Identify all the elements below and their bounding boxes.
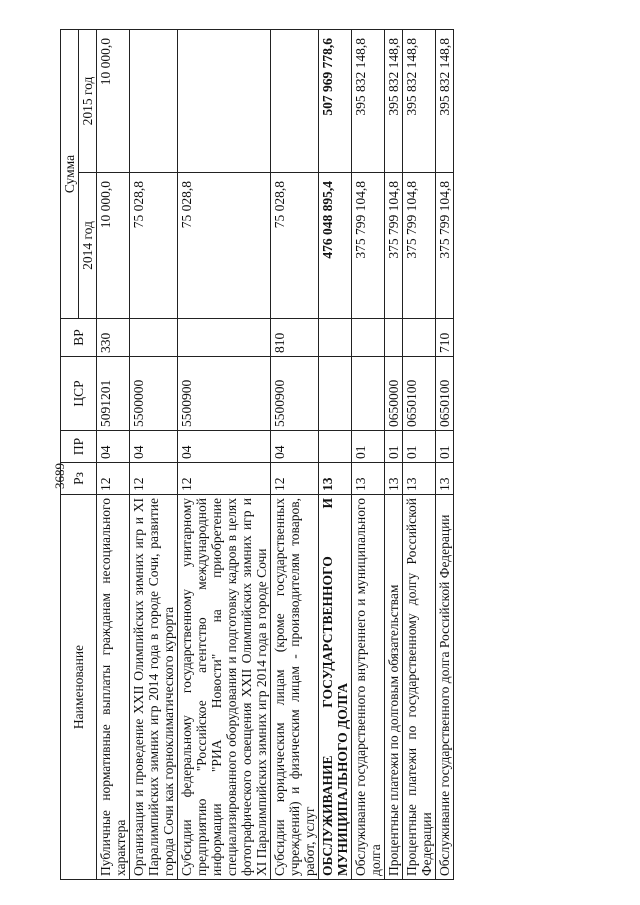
row-csr [352,357,385,431]
row-csr: 5500900 [271,357,319,431]
table-row [271,29,319,879]
row-sum-2014: 375 799 104,8 [385,173,403,319]
row-sum-2015: 395 832 148,8 [436,29,454,172]
row-pr: 01 [352,431,385,463]
row-rz: 12 [97,463,130,495]
row-sum-2015: 395 832 148,8 [385,29,403,172]
row-vr [178,319,271,357]
row-sum-2015: 507 969 778,6 [319,29,352,172]
row-sum-2014: 476 048 895,4 [319,173,352,319]
row-sum-2015: 395 832 148,8 [352,29,385,172]
row-pr: 04 [178,431,271,463]
header-csr: ЦСР [61,357,97,431]
row-pr [319,431,352,463]
row-sum-2015: 395 832 148,8 [403,29,436,172]
row-name: Публичные нормативные выплаты гражданам несоциального характера [97,495,130,880]
row-rz: 12 [271,463,319,495]
header-name: Наименование [61,495,97,880]
row-csr: 0650100 [403,357,436,431]
header-rz: Рз [61,463,97,495]
row-sum-2014: 75 028,8 [130,173,178,319]
row-pr: 01 [403,431,436,463]
header-2015: 2015 год [79,29,97,172]
row-name: ОБСЛУЖИВАНИЕ ГОСУДАРСТВЕННОГО И МУНИЦИПАЛЬНОГО ДОЛГА [319,495,352,880]
header-sum: Сумма [61,29,79,318]
row-sum-2015: 10 000,0 [97,29,130,172]
row-csr: 0650000 [385,357,403,431]
header-vr: ВР [61,319,97,357]
budget-table [60,29,454,880]
table-body [97,29,454,879]
row-csr [319,357,352,431]
row-name: Субсидии юридическим лицам (кроме государственных учреждений) и физическим лицам - производителям товаров, работ, услуг [271,495,319,880]
budget-table-rotated [60,30,595,880]
row-name: Процентные платежи по долговым обязательствам [385,495,403,880]
row-pr: 04 [130,431,178,463]
row-rz: 12 [130,463,178,495]
row-csr: 5500000 [130,357,178,431]
row-rz: 12 [178,463,271,495]
row-rz: 13 [352,463,385,495]
row-csr: 5091201 [97,357,130,431]
table-row [436,29,454,879]
table-row [130,29,178,879]
table-row [319,29,352,879]
table-row [178,29,271,879]
table-row [403,29,436,879]
row-pr: 04 [97,431,130,463]
row-name: Процентные платежи по государственному долгу Российской Федерации [403,495,436,880]
row-name: Организация и проведение XXII Олимпийских зимних игр и XI Паралимпийских зимних игр 2014 года в городе Сочи, развитие города Сочи как горноклиматического курорта [130,495,178,880]
page-number: 3689 [52,463,67,489]
row-vr [352,319,385,357]
row-vr [319,319,352,357]
row-vr: 810 [271,319,319,357]
row-rz: 13 [385,463,403,495]
row-sum-2015 [130,29,178,172]
row-rz: 13 [403,463,436,495]
row-sum-2015 [271,29,319,172]
row-vr [130,319,178,357]
row-csr: 5500900 [178,357,271,431]
row-name: Обслуживание государственного внутреннего и муниципального долга [352,495,385,880]
header-pr: ПР [61,431,97,463]
row-pr: 01 [436,431,454,463]
row-name: Обслуживание государственного долга Российской Федерации [436,495,454,880]
table-row [97,29,130,879]
table-row [352,29,385,879]
row-vr [385,319,403,357]
row-pr: 01 [385,431,403,463]
row-csr: 0650100 [436,357,454,431]
row-sum-2014: 75 028,8 [271,173,319,319]
row-sum-2014: 10 000,0 [97,173,130,319]
row-sum-2015 [178,29,271,172]
row-vr [403,319,436,357]
row-name: Субсидии федеральному государственному унитарному предприятию "Российское агентство международной информации "РИА Новости" на приобретение специализированного оборудования и подготовку кадров в целях фотографического освещения XXII Олимпийских зимних игр и XI Паралимпийских зимних игр 2014 года в городе Сочи [178,495,271,880]
header-2014: 2014 год [79,173,97,319]
row-vr: 710 [436,319,454,357]
row-sum-2014: 375 799 104,8 [436,173,454,319]
row-rz: 13 [319,463,352,495]
row-rz: 13 [436,463,454,495]
row-sum-2014: 375 799 104,8 [352,173,385,319]
row-sum-2014: 75 028,8 [178,173,271,319]
row-sum-2014: 375 799 104,8 [403,173,436,319]
table-row [385,29,403,879]
row-vr: 330 [97,319,130,357]
row-pr: 04 [271,431,319,463]
